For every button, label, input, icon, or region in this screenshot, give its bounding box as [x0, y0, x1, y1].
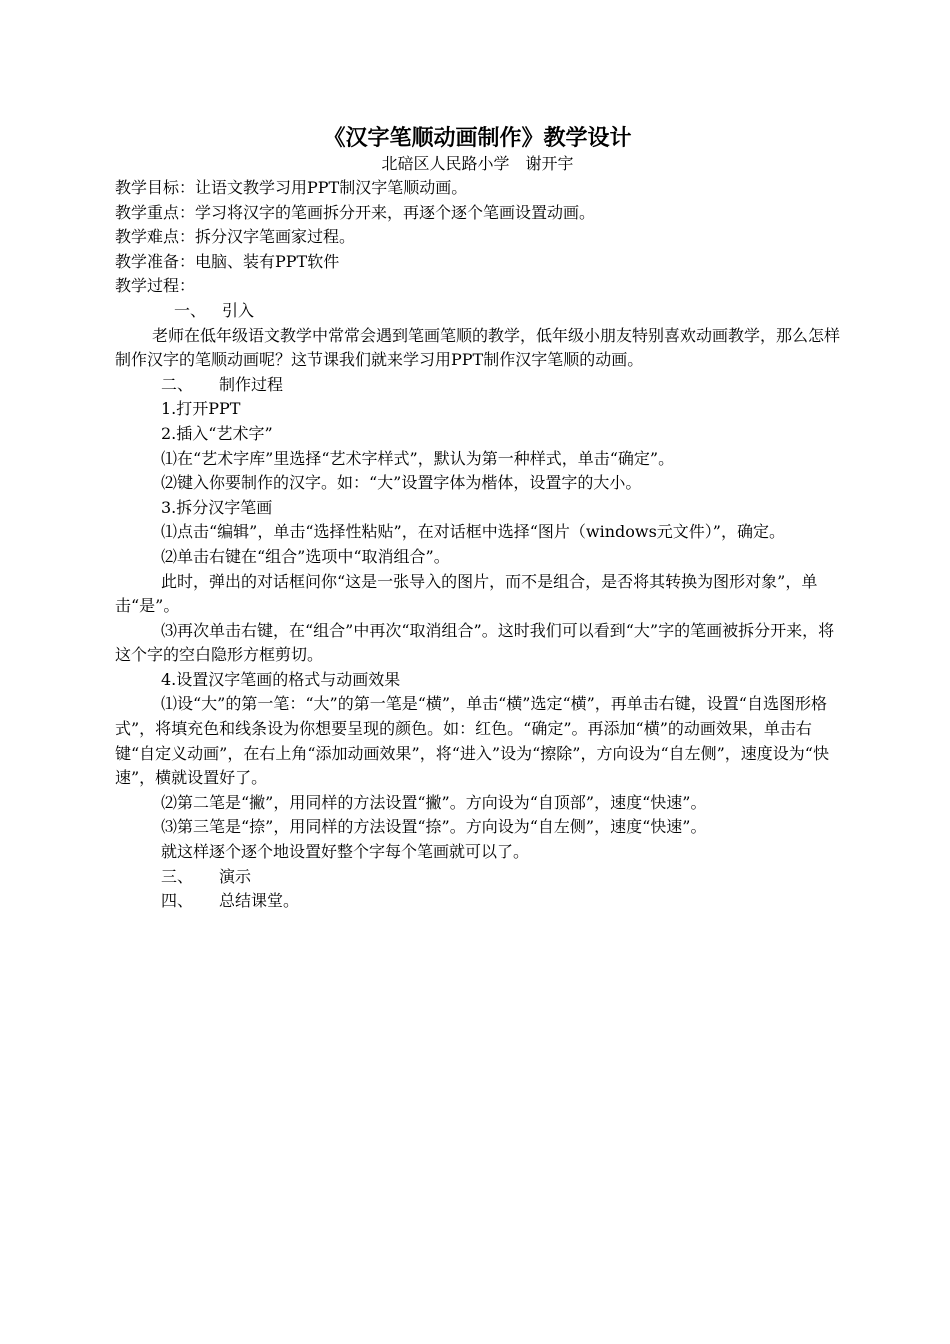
document-author: 北碚区人民路小学 谢开宇 [381, 154, 574, 173]
document-title: 《汉字笔顺动画制作》教学设计 [323, 125, 632, 151]
process-step: ⑴在“艺术字库”里选择“艺术字样式”，默认为第一种样式，单击“确定”。 [161, 448, 675, 468]
meta-process: 教学过程： [115, 276, 196, 296]
section-heading-demo [115, 865, 840, 890]
process-step: 4.设置汉字笔画的格式与动画效果 [161, 669, 401, 689]
intro-paragraph: 老师在低年级语文教学中常常会遇到笔画笔顺的教学，低年级小朋友特别喜欢动画教学，那么怎样制作汉字的笔顺动画呢？这节课我们就来学习用PPT制作汉字笔顺的动画。 [115, 325, 841, 370]
section-number: 三、 [161, 866, 194, 886]
section-label: 演示 [219, 866, 252, 886]
section-number: 二、 [161, 374, 194, 394]
process-step: ⑴点击“编辑”，单击“选择性粘贴”，在对话框中选择“图片（windows元文件）”，确定。 [161, 522, 785, 542]
section-label: 总结课堂。 [219, 891, 300, 911]
section-heading-process [115, 373, 840, 398]
meta-objective: 教学目标：让语文教学习用PPT制汉字笔顺动画。 [115, 178, 468, 197]
section-label: 引入 [222, 300, 255, 320]
process-step: ⑶第三笔是“捺”，用同样的方法设置“捺”。方向设为“自左侧”，速度“快速”。 [161, 817, 707, 837]
process-step: ⑶再次单击右键，在“组合”中再次“取消组合”。这时我们可以看到“大”字的笔画被拆分开来，将这个字的空白隐形方框剪切。 [115, 620, 835, 665]
section-number: 四、 [161, 891, 194, 911]
meta-preparation: 教学准备：电脑、装有PPT软件 [115, 251, 340, 271]
process-step: ⑵键入你要制作的汉字。如：“大”设置字体为楷体，设置字的大小。 [161, 473, 642, 493]
process-step: ⑵单击右键在“组合”选项中“取消组合”。 [161, 546, 450, 566]
process-step: 1.打开PPT [161, 399, 241, 419]
section-heading-summary [115, 889, 840, 914]
process-step: 2.插入“艺术字” [161, 423, 273, 443]
meta-difficulty: 教学难点：拆分汉字笔画家过程。 [115, 227, 356, 247]
process-step: 就这样逐个逐个地设置好整个字每个笔画就可以了。 [161, 842, 530, 862]
section-heading-intro [115, 299, 840, 324]
process-step: ⑵第二笔是“撇”，用同样的方法设置“撇”。方向设为“自顶部”，速度“快速”。 [161, 792, 707, 812]
process-step: 3.拆分汉字笔画 [161, 497, 273, 517]
section-number: 一、 [174, 300, 207, 320]
process-step: ⑴设“大”的第一笔：“大”的第一笔是“横”，单击“横”选定“横”，再单击右键，设置“自选图形格式”，将填充色和线条设为你想要呈现的颜色。如：红色。“确定”。再添加“横”的动画效果，单击右键“自定义动画”，在右上角“添加动画效果”，将“进入”设为“擦除”，方向设为“自左侧”，速度设为“快速”，横就设置好了。 [115, 694, 829, 788]
document-page [115, 124, 840, 914]
meta-key-point: 教学重点：学习将汉字的笔画拆分开来，再逐个逐个笔画设置动画。 [115, 202, 596, 222]
section-label: 制作过程 [219, 374, 284, 394]
process-step: 此时，弹出的对话框问你“这是一张导入的图片，而不是组合，是否将其转换为图形对象”，单击“是”。 [115, 571, 818, 616]
